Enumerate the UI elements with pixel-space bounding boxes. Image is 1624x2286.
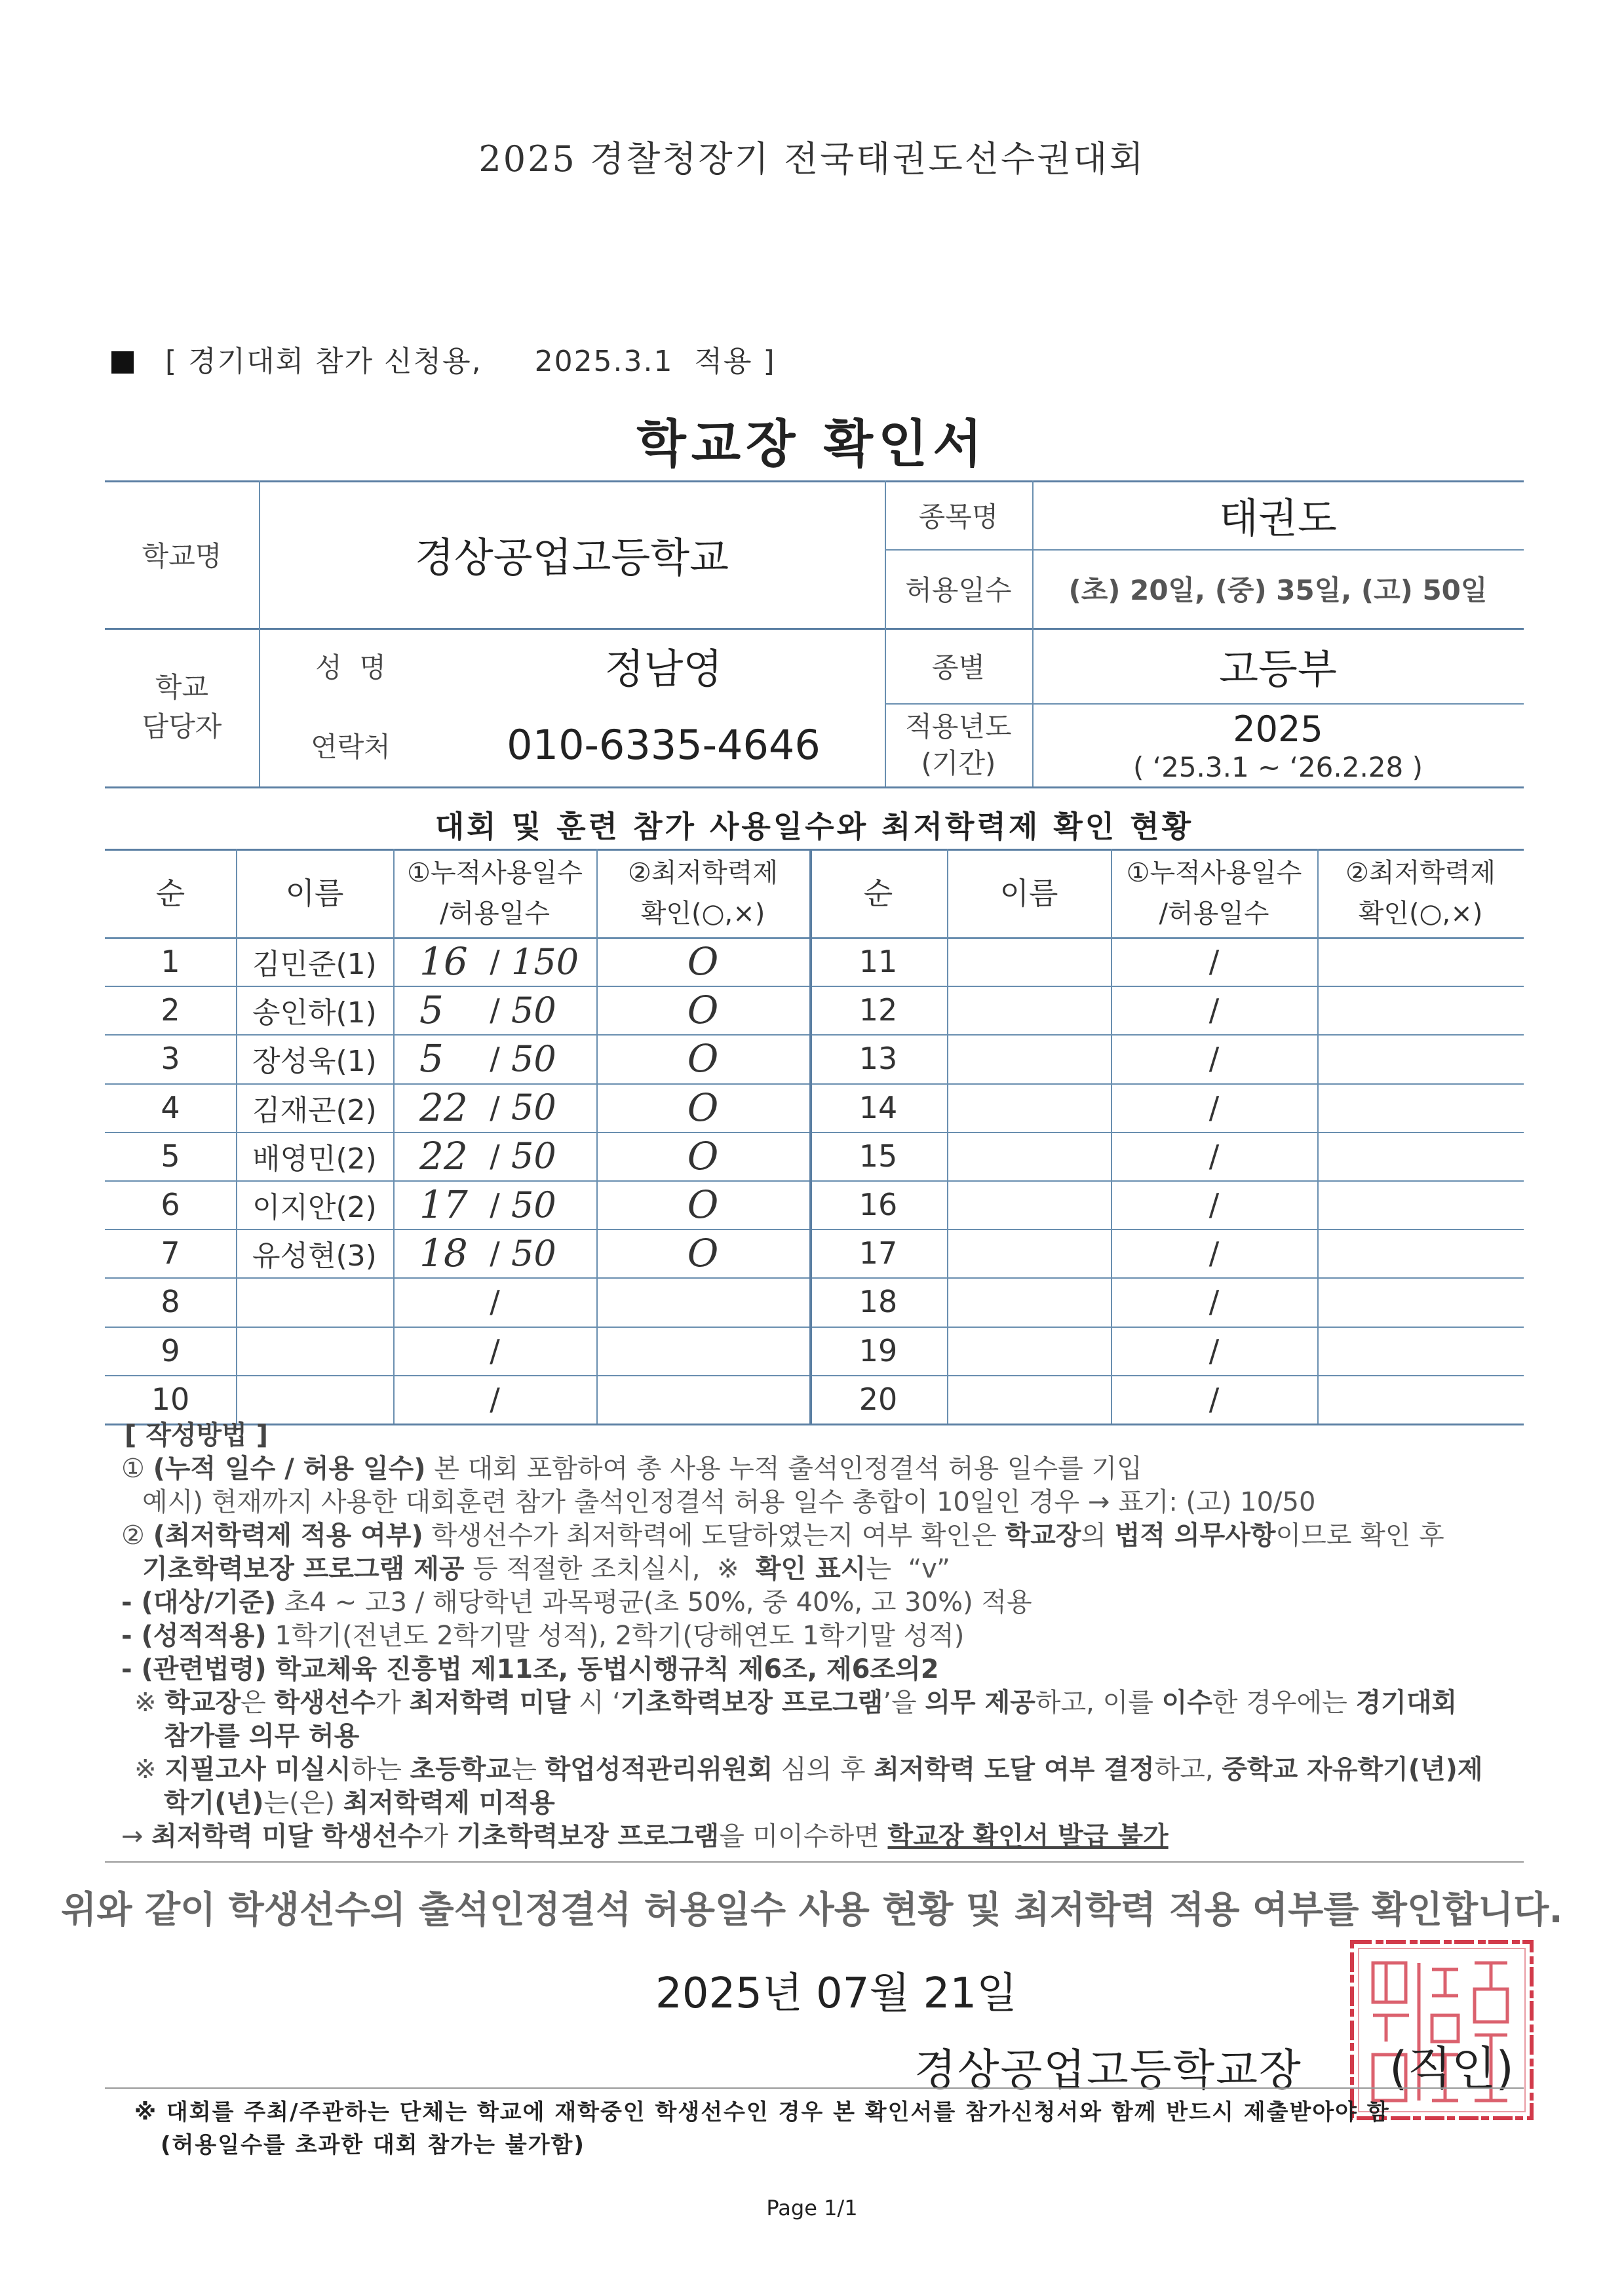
table-title: 대회 및 훈련 참가 사용일수와 최저학력제 확인 현황	[435, 809, 1194, 844]
instr-text: 을 미이수하면	[719, 1821, 888, 1851]
allowed-days-handwritten: 50	[511, 1135, 556, 1177]
days-separator: /	[1208, 1235, 1220, 1271]
allowed-days-handwritten: 50	[511, 1232, 556, 1274]
confirm-statement: 위와 같이 학생선수의 출석인정결석 허용일수 사용 현황 및 최저학력 적용 여부를 확인합니다.	[61, 1889, 1563, 1931]
header-name: 이름	[285, 875, 344, 911]
instr-text: 확인 표시	[755, 1554, 866, 1584]
student-name	[252, 1327, 393, 1375]
days-separator: /	[490, 992, 500, 1028]
days-separator: /	[1208, 1284, 1220, 1320]
row-number: 11	[859, 944, 898, 980]
instr-text: ②	[121, 1521, 153, 1551]
allowed-days-handwritten: 50	[511, 1037, 556, 1079]
allowed-days-handwritten: 50	[511, 989, 556, 1031]
event-title: 2025 경찰청장기 전국태권도선수권대회	[478, 138, 1146, 180]
header-check: ②최저학력제 확인(○,×)	[1345, 857, 1496, 929]
row-number: 19	[859, 1332, 898, 1368]
sport-value: 태권도	[1219, 494, 1337, 542]
instr-text: 기초학력보장 프로그램	[621, 1688, 883, 1718]
row-number: 13	[859, 1041, 898, 1077]
instr-text: - (대상/기준)	[121, 1587, 277, 1618]
info-border-bottom	[105, 786, 1524, 788]
staff-label: 학교 담당자	[142, 671, 222, 743]
year-label: 적용년도 (기간)	[905, 710, 1012, 779]
instr-text: 시 ‘	[570, 1688, 621, 1718]
school-name: 경상공업고등학교	[414, 533, 729, 581]
allowed-days-handwritten: 150	[511, 940, 579, 982]
square-bullet-icon	[111, 351, 134, 374]
row-number: 2	[161, 992, 180, 1028]
staff-name: 정남영	[604, 645, 723, 693]
subheader-text: [ 경기대회 참가 신청용, 2025.3.1 적용 ]	[165, 345, 776, 378]
instr-text: 중학교 자유학기(년)제	[1222, 1754, 1483, 1785]
instr-text: 학생선수가 최저학력에 도달하였는지 여부 확인은	[423, 1521, 1005, 1551]
contact-value: 010-6335-4646	[507, 721, 821, 769]
page-number: Page 1/1	[766, 2196, 858, 2220]
division-label: 종별	[931, 651, 986, 684]
days-separator: /	[1208, 944, 1220, 980]
used-days-handwritten: 5	[419, 988, 444, 1033]
allowed-days-label: 허용일수	[905, 574, 1012, 606]
student-name: 배영민(2)	[252, 1142, 377, 1176]
student-name: 유성현(3)	[252, 1239, 377, 1273]
row-number: 16	[859, 1187, 898, 1223]
instr-text: ※	[134, 1754, 165, 1785]
period-value: ( ‘25.3.1 ~ ‘26.2.28 )	[1133, 751, 1423, 783]
instr-text: 는(은)	[263, 1788, 343, 1818]
instr-text: 은	[241, 1688, 275, 1718]
instr-text: - (관련법령) 학교체육 진흥법 제11조, 동법시행규칙 제6조, 제6조의2	[121, 1654, 939, 1684]
instr-text: 기초학력보장 프로그램 제공	[142, 1554, 465, 1584]
header-check: ②최저학력제 확인(○,×)	[627, 857, 779, 929]
issue-date: 2025년 07월 21일	[655, 1969, 1017, 2018]
allowed-days-handwritten: 50	[511, 1184, 556, 1226]
instr-text: 이수	[1161, 1688, 1212, 1718]
instr-text: 본 대회 포함하여 총 사용 누적 출석인정결석 허용 일수를 기입	[425, 1454, 1142, 1484]
instr-text: 한 경우에는	[1212, 1688, 1356, 1718]
check-mark-handwritten: O	[687, 1133, 719, 1178]
days-separator: /	[490, 1235, 500, 1271]
divider	[105, 2087, 1524, 2089]
instr-text: 최저학력 미달 학생선수	[151, 1821, 423, 1851]
used-days-handwritten: 17	[419, 1182, 468, 1228]
check-mark-handwritten: O	[687, 1182, 719, 1228]
instr-text: 학교장	[164, 1688, 241, 1718]
row-number: 12	[859, 992, 898, 1028]
instr-text: 는 “v”	[866, 1554, 950, 1584]
contact-label: 연락처	[311, 730, 391, 763]
instr-text: 하는	[351, 1754, 410, 1785]
used-days-handwritten: 22	[419, 1085, 468, 1130]
check-mark-handwritten: O	[687, 939, 719, 984]
row-number: 20	[859, 1381, 898, 1417]
row-number: 4	[161, 1089, 180, 1125]
instructions-heading: [ 작성방법 ]	[125, 1420, 268, 1450]
instructions	[121, 1419, 1530, 1853]
instr-text: 의	[1081, 1521, 1115, 1551]
student-name: 송인하(1)	[252, 996, 377, 1030]
instr-text: ①	[121, 1454, 153, 1484]
header-no: 순	[863, 875, 893, 911]
instr-text: 학업성적관리위원회	[545, 1754, 773, 1785]
row-number: 17	[859, 1235, 898, 1271]
days-separator: /	[490, 1187, 500, 1223]
instr-text: 학생선수	[274, 1688, 376, 1718]
instr-text: 최저학력제 미적용	[343, 1788, 555, 1818]
instr-text: 학교장 확인서 발급 불가	[887, 1821, 1169, 1851]
row-number: 5	[161, 1138, 180, 1174]
footnote-line1: ※ 대회를 주최/주관하는 단체는 학교에 재학중인 학생선수인 경우 본 확인서를 참가신청서와 함께 반드시 제출받아야 함	[134, 2099, 1390, 2125]
check-mark-handwritten: O	[687, 988, 719, 1033]
days-separator: /	[1208, 1089, 1220, 1125]
allowed-days-handwritten: 50	[511, 1087, 556, 1129]
check-mark-handwritten: O	[687, 1231, 719, 1276]
row-number: 6	[161, 1187, 180, 1223]
days-separator: /	[1208, 1041, 1220, 1077]
days-separator: /	[490, 1138, 500, 1174]
header-name: 이름	[999, 875, 1058, 911]
division-value: 고등부	[1219, 645, 1337, 693]
check-mark-handwritten: O	[687, 1085, 719, 1130]
row-number: 8	[161, 1284, 180, 1320]
instr-text: (최저학력제 적용 여부)	[153, 1521, 423, 1551]
instr-text: 1학기(전년도 2학기말 성적), 2학기(당해연도 1학기말 성적)	[266, 1621, 965, 1651]
instr-text: 학교장	[1005, 1521, 1081, 1551]
student-name	[252, 1375, 393, 1424]
days-separator: /	[490, 944, 500, 980]
instr-text: 하고,	[1154, 1754, 1222, 1785]
instr-text: 이므로 확인 후	[1275, 1521, 1444, 1551]
days-separator: /	[1208, 1138, 1220, 1174]
sport-label: 종목명	[918, 500, 999, 533]
instr-text: 하고, 이를	[1035, 1688, 1162, 1718]
year-value: 2025	[1233, 708, 1323, 750]
instr-text: 학기(년)	[164, 1788, 264, 1818]
days-separator: /	[490, 1041, 500, 1077]
instr-text: 는	[511, 1754, 545, 1785]
student-name: 김민준(1)	[252, 948, 377, 982]
subheader	[111, 338, 776, 379]
instr-text: 등 적절한 조치실시, ※	[464, 1554, 756, 1584]
row-number: 14	[859, 1089, 898, 1125]
instr-text: 지필고사 미실시	[164, 1754, 351, 1785]
student-name	[252, 1277, 393, 1326]
school-label: 학교명	[142, 539, 222, 572]
divider	[105, 1861, 1524, 1863]
instr-example: 예시) 현재까지 사용한 대회훈련 참가 출석인정결석 허용 일수 총합이 10일인 경우 → 표기: (고) 10/50	[142, 1487, 1316, 1517]
row-number: 18	[859, 1284, 898, 1320]
instr-text: 경기대회	[1355, 1688, 1458, 1718]
student-name: 이지안(2)	[252, 1191, 377, 1225]
principal-name: 경상공업고등학교장	[914, 2045, 1302, 2095]
row-number: 15	[859, 1138, 898, 1174]
days-separator: /	[490, 1332, 500, 1368]
days-separator: /	[1208, 1381, 1220, 1417]
days-separator: /	[1208, 1187, 1220, 1223]
days-separator: /	[1208, 1332, 1220, 1368]
instr-text: (누적 일수 / 허용 일수)	[153, 1454, 426, 1484]
instr-text: 가	[423, 1821, 457, 1851]
header-no: 순	[155, 875, 185, 911]
days-separator: /	[490, 1381, 500, 1417]
student-name: 김재곤(2)	[252, 1093, 377, 1127]
days-separator: /	[490, 1284, 500, 1320]
used-days-handwritten: 5	[419, 1036, 444, 1081]
student-name: 장성욱(1)	[252, 1045, 377, 1079]
instr-text: 기초학력보장 프로그램	[456, 1821, 720, 1851]
instr-text: 참가를 의무 허용	[164, 1721, 360, 1751]
used-days-handwritten: 18	[419, 1231, 468, 1276]
instr-text: 초4 ~ 고3 / 해당학년 과목평균(초 50%, 중 40%, 고 30%) 적용	[276, 1587, 1032, 1618]
instr-text: 최저학력 도달 여부 결정	[874, 1754, 1155, 1785]
days-separator: /	[1208, 992, 1220, 1028]
instr-text: →	[121, 1821, 152, 1851]
row-number: 10	[151, 1381, 190, 1417]
allowed-days-value: (초) 20일, (중) 35일, (고) 50일	[1068, 574, 1488, 606]
row-number: 1	[161, 944, 180, 980]
days-separator: /	[490, 1089, 500, 1125]
instr-text: ※	[134, 1688, 165, 1718]
instr-text: 의무 제공	[925, 1688, 1035, 1718]
instr-text: - (성적적용)	[121, 1621, 267, 1651]
used-days-handwritten: 22	[419, 1133, 468, 1178]
instr-text: 초등학교	[410, 1754, 512, 1785]
instr-text: 가	[376, 1688, 410, 1718]
check-mark-handwritten: O	[687, 1036, 719, 1081]
document-title: 학교장 확인서	[636, 415, 988, 474]
header-days: ①누적사용일수 /허용일수	[1126, 857, 1302, 929]
row-number: 9	[161, 1332, 180, 1368]
footnote	[134, 2096, 1543, 2161]
footnote-line2: (허용일수를 초과한 대회 참가는 불가함)	[161, 2132, 585, 2158]
instr-text: 법적 의무사항	[1114, 1521, 1276, 1551]
instr-text: ’을	[883, 1688, 925, 1718]
name-label: 성 명	[315, 651, 386, 684]
instr-text: 심의 후	[773, 1754, 874, 1785]
year-cell	[1032, 703, 1524, 786]
row-number: 3	[161, 1041, 180, 1077]
seal-label: (직인)	[1389, 2042, 1514, 2095]
instr-text: 최저학력 미달	[409, 1688, 571, 1718]
used-days-handwritten: 16	[419, 939, 468, 984]
row-number: 7	[161, 1235, 180, 1271]
header-days: ①누적사용일수 /허용일수	[407, 857, 583, 929]
